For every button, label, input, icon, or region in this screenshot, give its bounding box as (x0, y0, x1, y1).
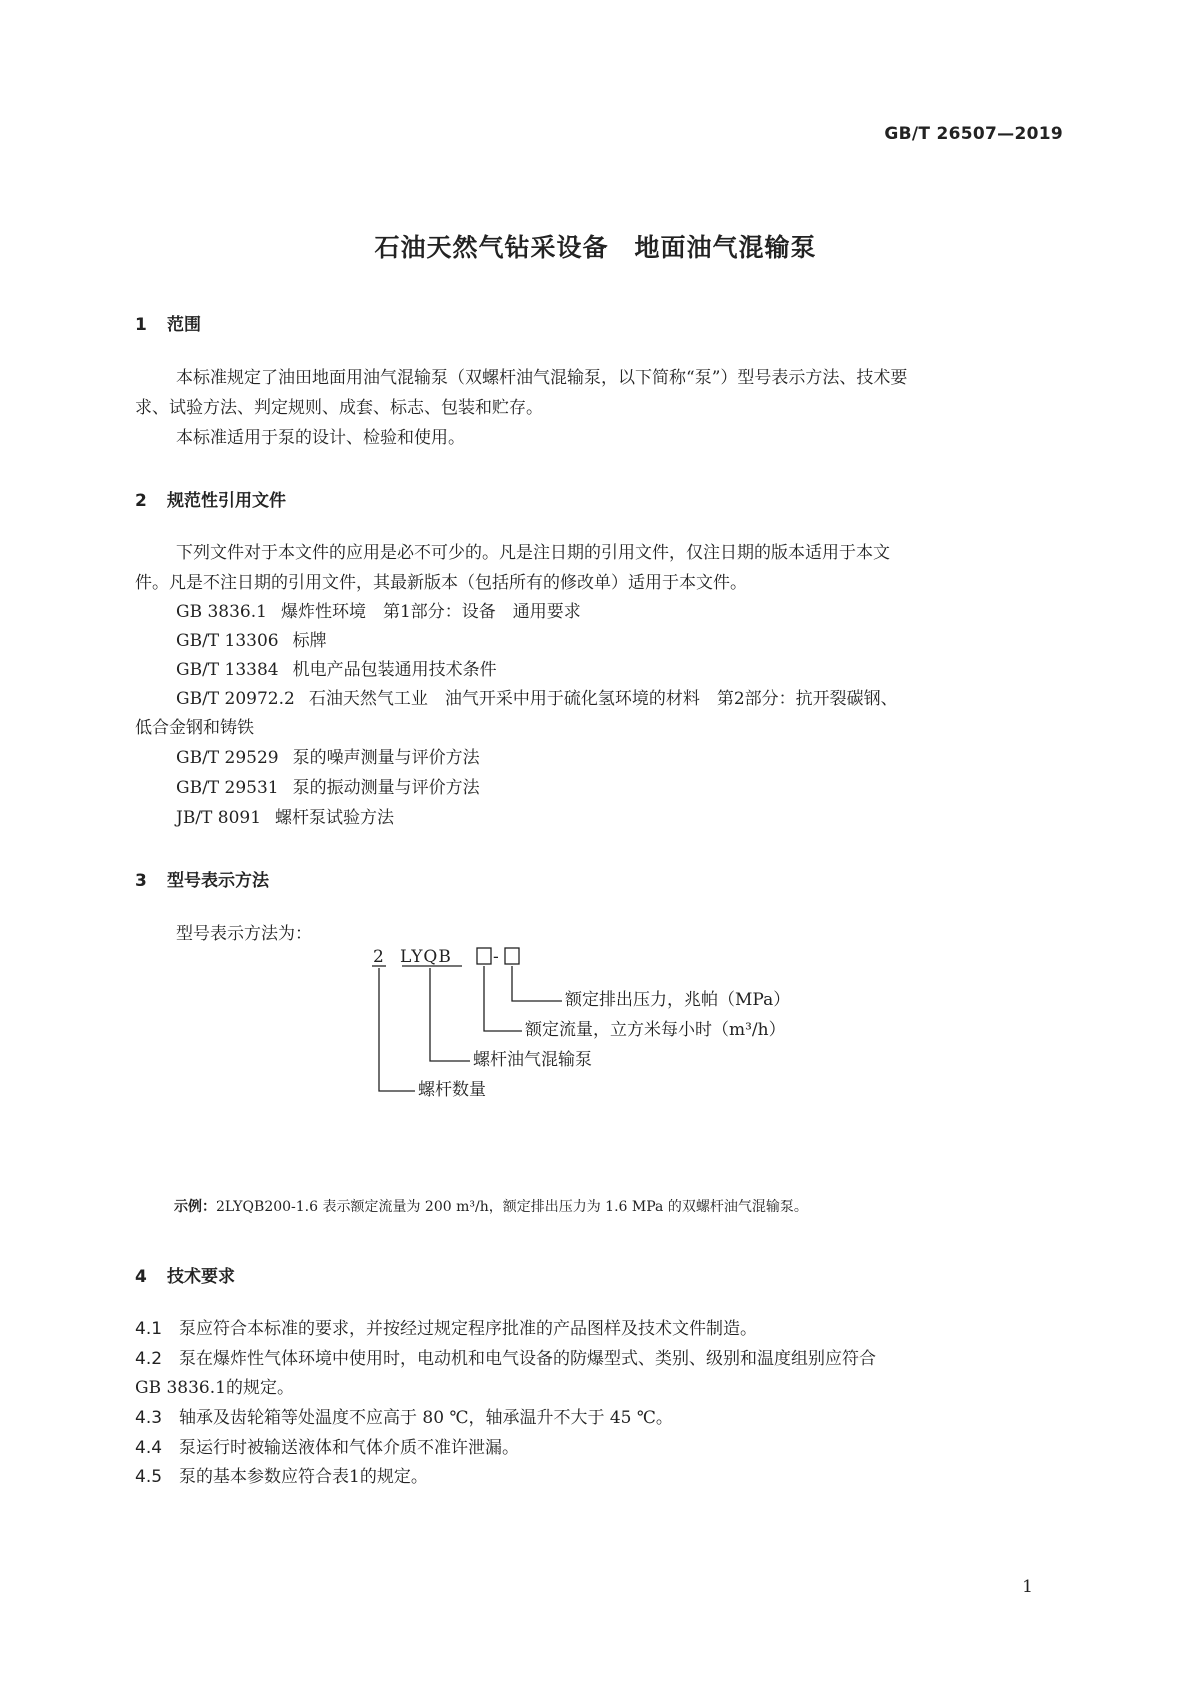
pump-type-leader-line (430, 968, 470, 1061)
section-title: 型号表示方法 (167, 871, 269, 891)
reference-code: GB/T 13384 (176, 660, 279, 680)
scope-paragraph-1: 本标准规定了油田地面用油气混输泵（双螺杆油气混输泵，以下简称“泵”）型号表示方法、技术要 (176, 368, 908, 388)
clause-number: 4.1 (135, 1319, 163, 1339)
page-number: 1 (1022, 1577, 1033, 1597)
reference-title: 螺杆泵试验方法 (275, 808, 395, 828)
reference-title: 石油天然气工业 油气开采中用于硫化氢环境的材料 第2部分：抗开裂碳钢、 (308, 689, 898, 709)
references-intro: 下列文件对于本文件的应用是必不可少的。凡是注日期的引用文件，仅注日期的版本适用于本文 (176, 543, 890, 563)
clause-text: 泵运行时被输送液体和气体介质不准许泄漏。 (179, 1438, 519, 1458)
scope-paragraph-1-cont: 求、试验方法、判定规则、成套、标志、包装和贮存。 (135, 398, 543, 418)
section-title: 范围 (167, 315, 201, 335)
section-number: 2 (135, 491, 147, 511)
reference-title: 泵的振动测量与评价方法 (292, 778, 480, 798)
clause-number: 4.3 (135, 1408, 163, 1428)
model-code-separator: - (493, 947, 499, 967)
standard-code: GB/T 26507—2019 (884, 124, 1063, 144)
clause-number: 4.4 (135, 1438, 163, 1458)
reference-title: 泵的噪声测量与评价方法 (292, 748, 480, 768)
section-number: 3 (135, 871, 147, 891)
model-code-digit: 2 (373, 947, 384, 967)
reference-title: 机电产品包装通用技术条件 (292, 660, 497, 680)
pump-type-label: 螺杆油气混输泵 (473, 1050, 592, 1070)
requirement-item (135, 1351, 876, 1368)
section-4-heading (135, 1262, 235, 1287)
example-note (174, 1196, 808, 1216)
section-title: 规范性引用文件 (167, 491, 286, 511)
reference-code: JB/T 8091 (176, 808, 262, 828)
reference-title-cont: 低合金钢和铸铁 (135, 718, 254, 738)
screw-count-leader-line (379, 968, 415, 1091)
example-text: 2LYQB200-1.6 表示额定流量为 200 m³/h，额定排出压力为 1.6 MPa 的双螺杆油气混输泵。 (216, 1199, 808, 1215)
clause-number: 4.5 (135, 1467, 163, 1487)
section-title: 技术要求 (167, 1267, 235, 1287)
flow-leader-line (484, 966, 522, 1031)
references-intro-cont: 件。凡是不注日期的引用文件，其最新版本（包括所有的修改单）适用于本文件。 (135, 573, 747, 593)
reference-code: GB/T 20972.2 (176, 689, 295, 709)
pressure-leader-line (512, 966, 562, 1001)
scope-paragraph-2: 本标准适用于泵的设计、检验和使用。 (176, 428, 465, 448)
section-number: 4 (135, 1267, 147, 1287)
clause-text: 泵在爆炸性气体环境中使用时，电动机和电气设备的防爆型式、类别、级别和温度组别应符合 (179, 1349, 876, 1369)
reference-code: GB/T 13306 (176, 631, 279, 651)
screw-count-label: 螺杆数量 (418, 1080, 486, 1100)
requirement-item (135, 1410, 673, 1427)
reference-code: GB/T 29529 (176, 748, 279, 768)
clause-number: 4.2 (135, 1349, 163, 1369)
pressure-label: 额定排出压力，兆帕（MPa） (565, 990, 791, 1010)
model-code-letters: LYQB (400, 947, 452, 967)
requirement-item (135, 1321, 757, 1338)
section-number: 1 (135, 315, 147, 335)
requirement-item (135, 1469, 428, 1486)
reference-code: GB/T 29531 (176, 778, 279, 798)
model-intro: 型号表示方法为： (176, 924, 312, 944)
pressure-placeholder-box (505, 948, 519, 964)
requirement-item (135, 1440, 519, 1457)
example-label: 示例： (174, 1199, 216, 1215)
clause-text: 泵的基本参数应符合表1的规定。 (179, 1467, 428, 1487)
clause-text: 泵应符合本标准的要求，并按经过规定程序批准的产品图样及技术文件制造。 (179, 1319, 757, 1339)
flow-label: 额定流量，立方米每小时（m³/h） (525, 1020, 786, 1040)
reference-code: GB 3836.1 (176, 602, 267, 622)
reference-title: 标牌 (292, 631, 327, 651)
reference-title: 爆炸性环境 第1部分：设备 通用要求 (280, 602, 581, 622)
clause-text-cont: GB 3836.1的规定。 (135, 1378, 294, 1398)
clause-text: 轴承及齿轮箱等处温度不应高于 80 ℃，轴承温升不大于 45 ℃。 (179, 1408, 673, 1428)
document-title: 石油天然气钻采设备 地面油气混输泵 (374, 233, 817, 262)
flow-placeholder-box (477, 948, 491, 964)
